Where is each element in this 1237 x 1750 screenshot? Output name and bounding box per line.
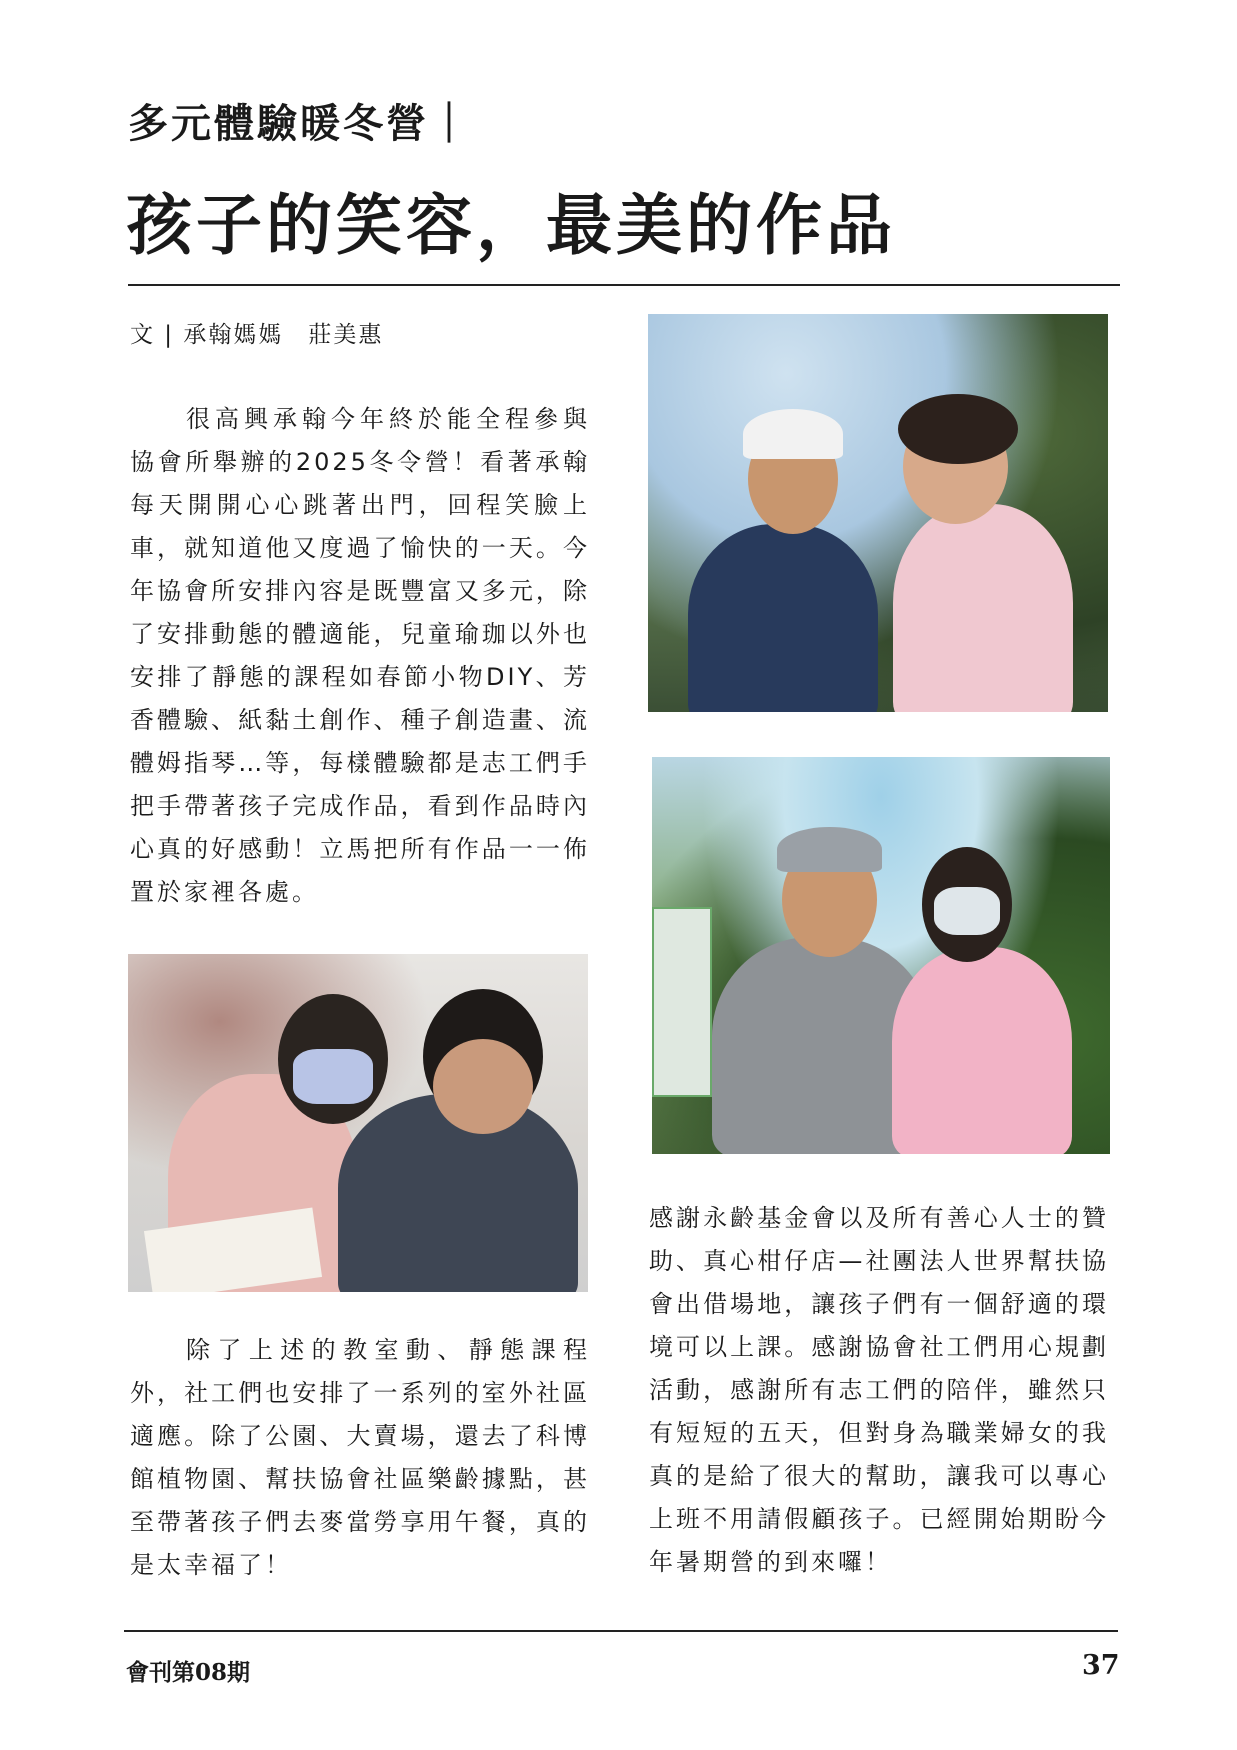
paragraph-intro: 很高興承翰今年終於能全程參與協會所舉辦的2025冬令營！看著承翰每天開開心心跳著出門，回程笑臉上車，就知道他又度過了愉快的一天。今年協會所安排內容是既豐富又多元，除了安排動態的體適能，兒童瑜珈以外也安排了靜態的課程如春節小物DIY、芳香體驗、紙黏土創作、種子創造畫、流體姆指琴…等，每樣體驗都是志工們手把手帶著孩子完成作品，看到作品時內心真的好感動！立馬把所有作品一一佈置於家裡各處。 [130, 405, 590, 906]
paragraph-thanks: 感謝永齡基金會以及所有善心人士的贊助、真心柑仔店—社團法人世界幫扶協會出借場地，讓孩子們有一個舒適的環境可以上課。感謝協會社工們用心規劃活動，感謝所有志工們的陪伴，雖然只有短短的五天，但對身為職業婦女的我真的是給了很大的幫助，讓我可以專心上班不用請假顧孩子。已經開始期盼今年暑期營的到來囉！ [649, 1204, 1109, 1576]
section-subtitle: 多元體驗暖冬營｜ [128, 100, 472, 147]
paragraph-outdoor: 除了上述的教室動、靜態課程外，社工們也安排了一系列的室外社區適應。除了公園、大賣場，還去了科博館植物園、幫扶協會社區樂齡據點，甚至帶著孩子們去麥當勞享用午餐，真的是太幸福了！ [130, 1336, 590, 1579]
photo-craft-activity [128, 954, 588, 1292]
page-number: 37 [1082, 1650, 1120, 1681]
top-divider [128, 284, 1120, 286]
page-title: 孩子的笑容，最美的作品 [126, 186, 896, 264]
issue-label: 會刊第08期 [126, 1659, 251, 1686]
photo-park-smile [648, 314, 1108, 712]
photo-park-sign [652, 757, 1110, 1154]
bottom-divider [124, 1630, 1118, 1632]
byline: 文 | 承翰媽媽 莊美惠 [130, 322, 384, 348]
